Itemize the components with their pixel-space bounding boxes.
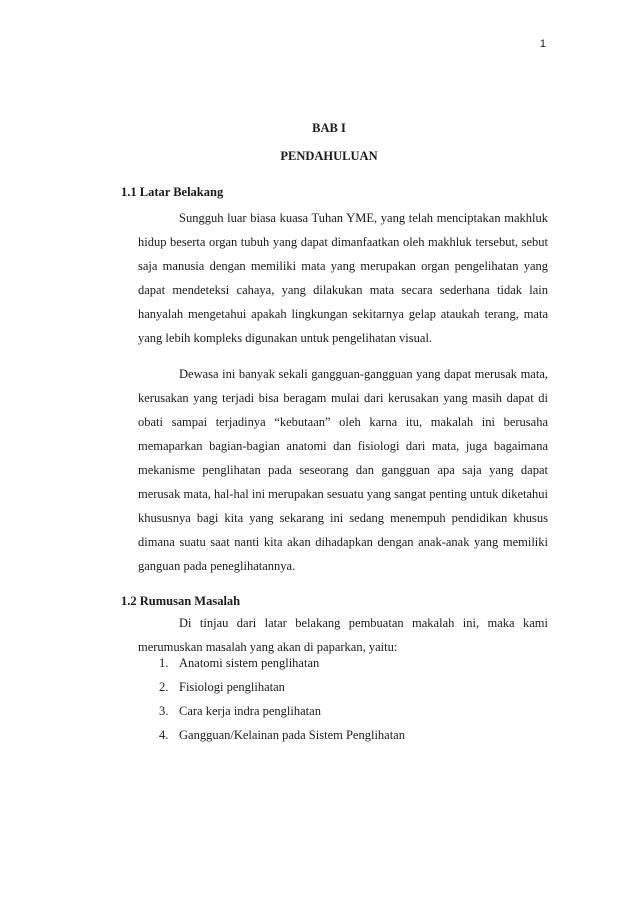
page-number: 1 [539, 38, 546, 50]
list-item [159, 675, 405, 699]
background-paragraph-2: Dewasa ini banyak sekali gangguan-gangguan yang dapat merusak mata, kerusakan yang terjadi bisa beragam mulai dari kerusakan yang masih dapat di obati sampai terjadinya “kebutaan” oleh karna itu, makalah ini berusaha memaparkan bagian-bagian anatomi dan fisiologi dari mata, juga bagaimana mekanisme penglihatan pada seseorang dan gangguan apa saja yang dapat merusak mata, hal-hal ini merupakan sesuatu yang sangat penting untuk diketahui khususnya bagi kita yang sekarang ini sedang menempuh pendidikan khusus dimana suatu saat nanti kita akan dihadapkan dengan anak-anak yang memiliki ganguan pada peneglihatannya. [138, 367, 548, 573]
section-heading-latar-belakang: 1.1 Latar Belakang [121, 185, 224, 199]
list-item-number: 2. [159, 680, 169, 694]
list-item-number: 3. [159, 704, 169, 718]
list-item [159, 699, 405, 723]
background-paragraph-1: Sungguh luar biasa kuasa Tuhan YME, yang telah menciptakan makhluk hidup beserta organ tubuh yang dapat dimanfaatkan oleh makhluk tersebut, sebut saja manusia dengan memiliki mata yang merupakan organ pengelihatan yang dapat mendeteksi cahaya, yang dilakukan mata secara sederhana tidak lain hanyalah mengetahui apakah lingkungan sekitarnya gelap ataukah terang, mata yang lebih kompleks digunakan untuk pengelihatan visual. [138, 211, 548, 345]
list-item [159, 651, 405, 675]
problem-statement-paragraph: Di tinjau dari latar belakang pembuatan makalah ini, maka kami merumuskan masalah yang akan di paparkan, yaitu: [138, 616, 548, 654]
chapter-label: BAB I [312, 121, 346, 135]
list-item-text: Gangguan/Kelainan pada Sistem Penglihatan [179, 728, 405, 742]
list-item-text: Fisiologi penglihatan [179, 680, 285, 694]
list-item-number: 1. [159, 656, 169, 670]
list-item [159, 723, 405, 747]
chapter-title: PENDAHULUAN [280, 149, 378, 163]
section-heading-rumusan-masalah: 1.2 Rumusan Masalah [121, 594, 241, 608]
problem-list [159, 651, 405, 747]
list-item-number: 4. [159, 728, 169, 742]
list-item-text: Cara kerja indra penglihatan [179, 704, 321, 718]
list-item-text: Anatomi sistem penglihatan [179, 656, 320, 670]
